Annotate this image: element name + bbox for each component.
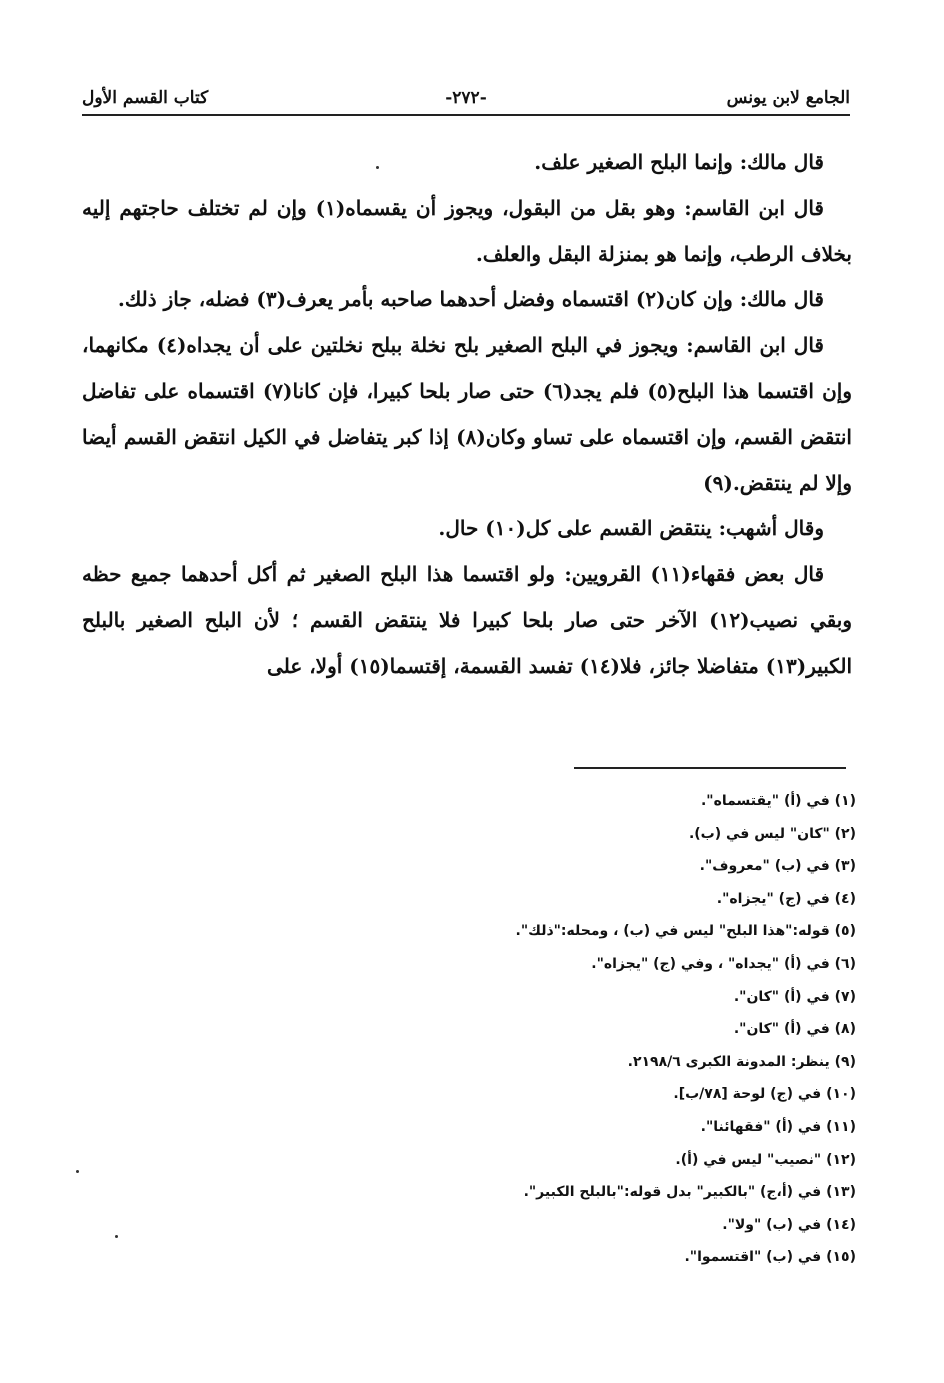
footnote-15: (١٥) في (ب) "اقتسموا". xyxy=(684,1249,856,1266)
footnote-1: (١) في (أ) "يقتسماه". xyxy=(700,793,856,809)
scan-speck xyxy=(115,1235,118,1238)
footnote-9: (٩) ينظر: المدونة الكبرى ٢١٩٨/٦. xyxy=(627,1053,856,1070)
footnote-14: (١٤) في (ب) "ولا". xyxy=(722,1216,856,1233)
footnote-10: (١٠) في (ج) لوحة [٧٨/ب]. xyxy=(673,1086,856,1103)
header-book-title: الجامع لابن يونس xyxy=(726,88,850,108)
scan-speck xyxy=(76,1170,79,1173)
footnote-7: (٧) في (أ) "كان". xyxy=(733,988,856,1005)
paragraph-3: قال مالك: وإن كان(٢) اقتسماه وفضل أحدهما صاحبه بأمر يعرف(٣) فضله، جاز ذلك. xyxy=(117,287,824,312)
footnote-8: (٨) في (أ) "كان". xyxy=(733,1021,856,1038)
footnotes xyxy=(300,785,856,1274)
paragraph-1: قال مالك: وإنما البلح الصغير علف. xyxy=(534,150,824,174)
scan-speck xyxy=(376,166,379,169)
footnote-13: (١٣) في (أ،ج) "بالكبير" بدل قوله:"بالبلح الكبير". xyxy=(523,1184,856,1201)
footnote-separator xyxy=(574,767,846,769)
footnote-3: (٣) في (ب) "معروف". xyxy=(699,858,856,875)
footnote-12: (١٢) "نصيب" ليس في (أ). xyxy=(675,1151,856,1168)
header-section-title: كتاب القسم الأول xyxy=(82,88,209,108)
paragraph-2: قال ابن القاسم: وهو بقل من البقول، ويجوز أن يقسماه(١) وإن لم تختلف حاجتهم إليه بخلاف الرطب، وإنما هو بمنزلة البقل والعلف. xyxy=(82,195,852,266)
page-header xyxy=(82,82,850,116)
paragraph-6: قال بعض فقهاء(١١) القرويين: ولو اقتسما هذا البلح الصغير ثم أكل أحدهما جميع حظه وبقي نصيب(١٢) الآخر حتى صار بلحا كبيرا فلا ينتقض القسم ؛ لأن البلح الصغير بالبلح الكبير(١٣) متفاضلا جائز، فلا(١٤) تفسد القسمة، إقتسما(١٥) أولا، على xyxy=(82,562,852,678)
footnote-11: (١١) في (أ) "فقهائنا". xyxy=(700,1118,856,1135)
footnote-6: (٦) في (أ) "يجداه" ، وفي (ج) "يجزاه". xyxy=(591,955,856,972)
paragraph-4: قال ابن القاسم: ويجوز في البلح الصغير بلح نخلة ببلح نخلتين على أن يجداه(٤) مكانهما، وإن اقتسما هذا البلح(٥) فلم يجد(٦) حتى صار بلحا كبيرا، فإن كانا(٧) اقتسماه على تفاضل انتقض القسم، وإن اقتسماه على تساو وكان(٨) إذا كبر يتفاضل في الكيل انتقض القسم أيضا وإلا لم ينتقض.(٩) xyxy=(82,333,852,495)
footnote-5: (٥) قوله:"هذا البلح" ليس في (ب) ، ومحله:"ذلك". xyxy=(515,923,856,940)
paragraph-5: وقال أشهب: ينتقض القسم على كل(١٠) حال. xyxy=(438,516,824,541)
footnote-2: (٢) "كان" ليس في (ب). xyxy=(688,825,856,842)
main-text xyxy=(82,140,852,690)
page-number: -٢٧٢- xyxy=(445,88,487,108)
footnote-4: (٤) في (ج) "يجزاه". xyxy=(716,890,856,907)
